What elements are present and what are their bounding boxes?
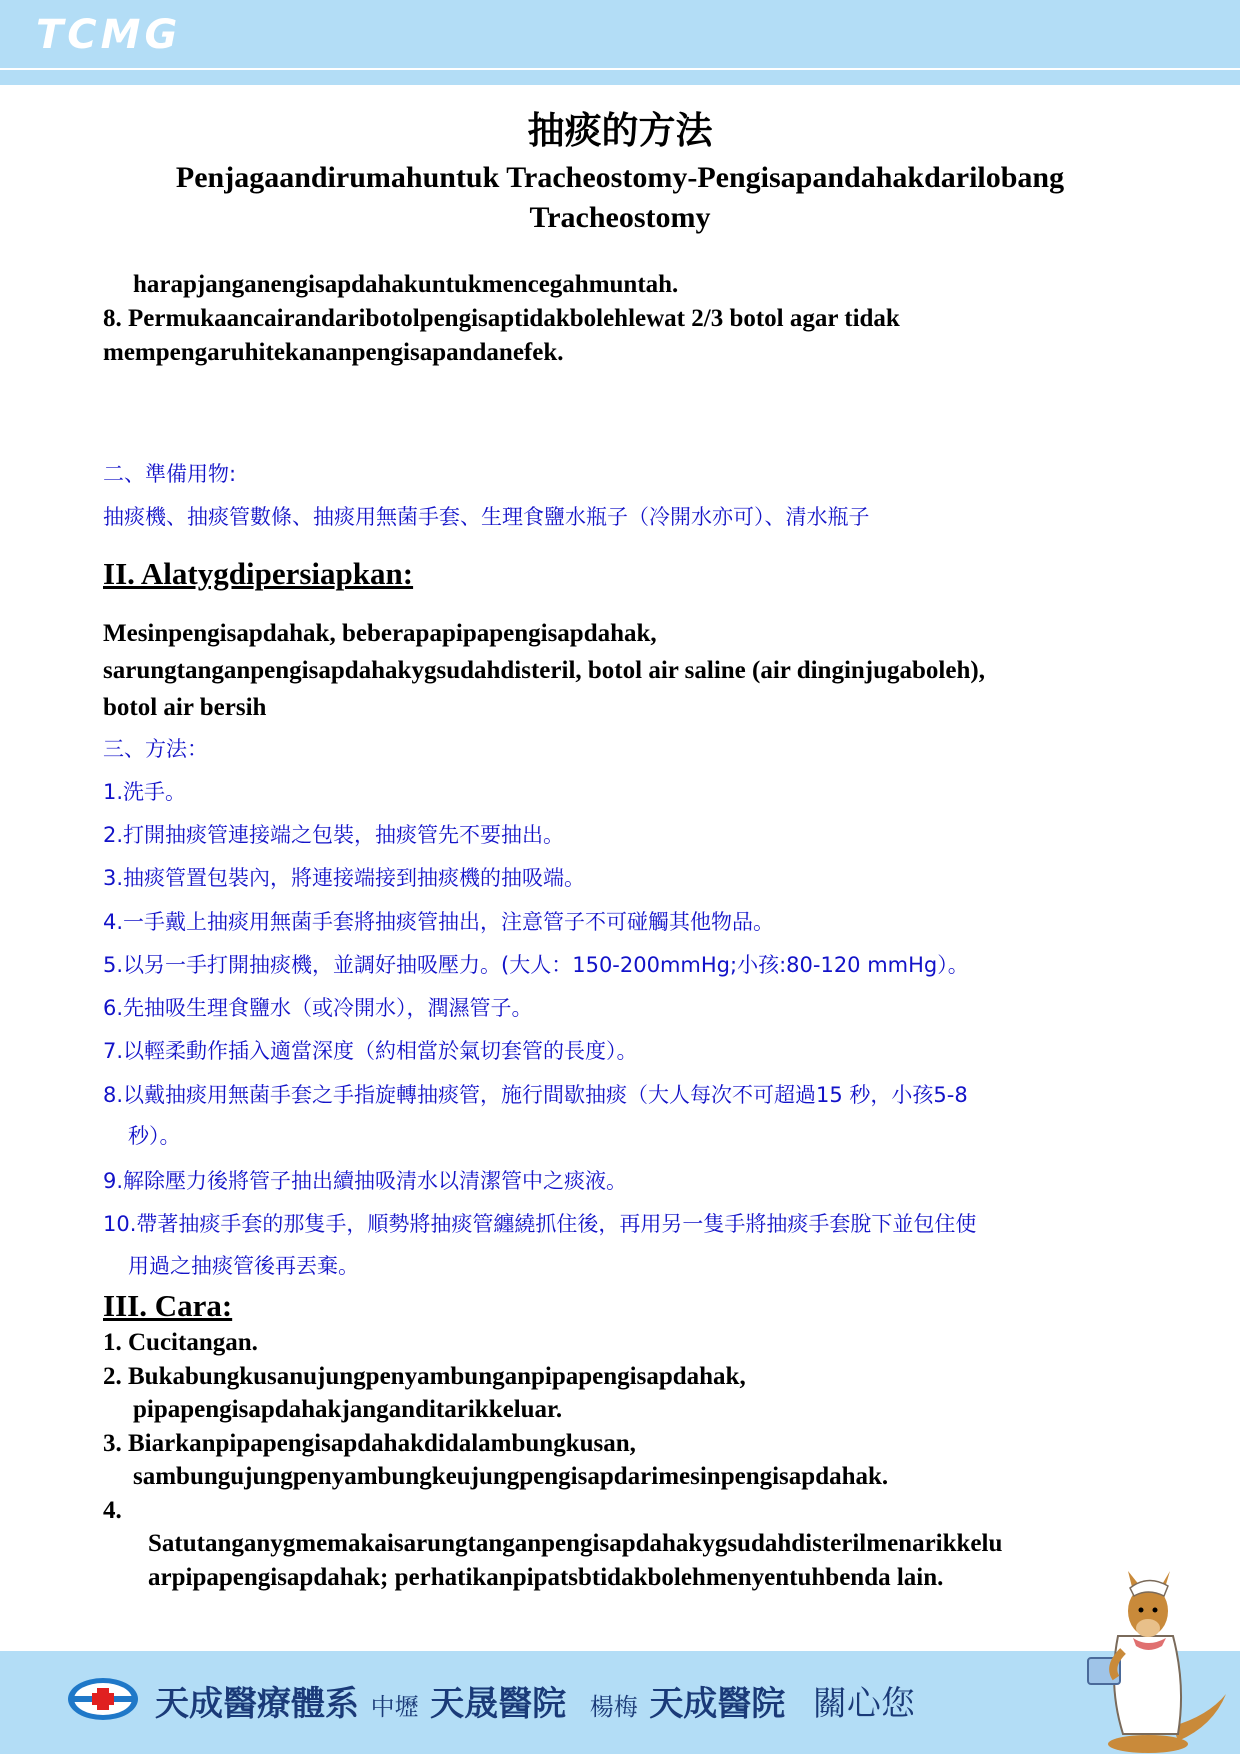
id-step: 3. Biarkanpipapengisapdahakdidalambungkusan, [103, 1429, 636, 1457]
zh-step: 3.抽痰管置包裝內，將連接端接到抽痰機的抽吸端。 [103, 866, 586, 890]
header-stripe [0, 70, 1240, 85]
zh-step: 1.洗手。 [103, 780, 187, 804]
section2-id-line: botol air bersih [103, 694, 267, 721]
page-subtitle: Penjagaandirumahuntuk Tracheostomy-Pengisapandahakdarilobang Tracheostomy [175, 161, 1065, 234]
zh-step-continued: 秒）。 [128, 1124, 181, 1148]
footer-hospital: 天晟醫院 [430, 1684, 567, 1724]
zh-step: 8.以戴抽痰用無菌手套之手指旋轉抽痰管，施行間歇抽痰（大人每次不可超過15 秒，小孩5-8 [103, 1083, 968, 1107]
footer-location: 楊梅 [589, 1693, 638, 1721]
zh-step: 10.帶著抽痰手套的那隻手，順勢將抽痰管纏繞抓住後，再用另一隻手將抽痰手套脫下並包住使 [103, 1212, 977, 1236]
brand-logo: TCMG [36, 12, 182, 58]
id-step-continued: Satutanganygmemakaisarungtanganpengisapdahakygsudahdisterilmenarikkelu [148, 1530, 1003, 1557]
section2-zh-heading: 二、準備用物: [103, 462, 237, 486]
zh-step-continued: 用過之抽痰管後再丟棄。 [128, 1254, 359, 1278]
page-title: 抽痰的方法 [527, 109, 713, 152]
id-steps [103, 1326, 1163, 1594]
intro-line: 8. Permukaancairandaribotolpengisaptidakbolehlewat 2/3 botol agar tidak [103, 305, 900, 332]
footer-org: 天成醫療體系 [155, 1684, 359, 1724]
id-step: 4. [103, 1496, 122, 1524]
section2-zh-text: 抽痰機、抽痰管數條、抽痰用無菌手套、生理食鹽水瓶子（冷開水亦可）、清水瓶子 [103, 505, 870, 529]
id-step-continued: arpipapengisapdahak; perhatikanpipatsbtidakbolehmenyentuhbenda lain. [148, 1563, 944, 1591]
zh-step: 2.打開抽痰管連接端之包裝，抽痰管先不要抽出。 [103, 823, 565, 847]
header-band [0, 0, 1240, 68]
section2-id-line: Mesinpengisapdahak, beberapapipapengisapdahak, [103, 620, 657, 647]
zh-step: 5.以另一手打開抽痰機，並調好抽吸壓力。(大人：150-200mmHg;小孩:80-120 mmHg）。 [103, 953, 969, 977]
section3-id-heading: III. Cara: [103, 1288, 233, 1323]
hospital-cross-logo-icon [66, 1676, 140, 1722]
footer-text [155, 1676, 915, 1725]
id-step-continued: sambungujungpenyambungkeujungpengisapdarimesinpengisapdahak. [133, 1463, 889, 1490]
id-step-continued: pipapengisapdahakjanganditarikkeluar. [133, 1396, 563, 1423]
zh-step: 6.先抽吸生理食鹽水（或冷開水），潤濕管子。 [103, 996, 533, 1020]
section3-zh-heading: 三、方法： [103, 737, 208, 761]
intro-line: harapjanganengisapdahakuntukmencegahmuntah. [133, 271, 679, 298]
footer-location: 中壢 [370, 1693, 419, 1721]
zh-step: 9.解除壓力後將管子抽出續抽吸清水以清潔管中之痰液。 [103, 1169, 628, 1193]
id-step: 1. Cucitangan. [103, 1329, 258, 1356]
kangaroo-nurse-mascot-icon [1078, 1566, 1228, 1756]
id-step: 2. Bukabungkusanujungpenyambunganpipapengisapdahak, [103, 1362, 746, 1390]
footer-hospital: 天成醫院 [649, 1684, 786, 1724]
zh-step: 7.以輕柔動作插入適當深度（約相當於氣切套管的長度）。 [103, 1039, 638, 1063]
zh-step: 4.一手戴上抽痰用無菌手套將抽痰管抽出，注意管子不可碰觸其他物品。 [103, 910, 775, 934]
intro-block [103, 268, 1163, 370]
footer-tagline: 關心您 [812, 1684, 915, 1724]
section2-id-line: sarungtanganpengisapdahakygsudahdisteril, botol air saline (air dinginjugaboleh), [103, 657, 985, 684]
section2-id-text [103, 615, 1163, 726]
intro-line: mempengaruhitekananpengisapandanefek. [103, 339, 564, 366]
section2-id-heading: II. Alatygdipersiapkan: [103, 556, 414, 591]
